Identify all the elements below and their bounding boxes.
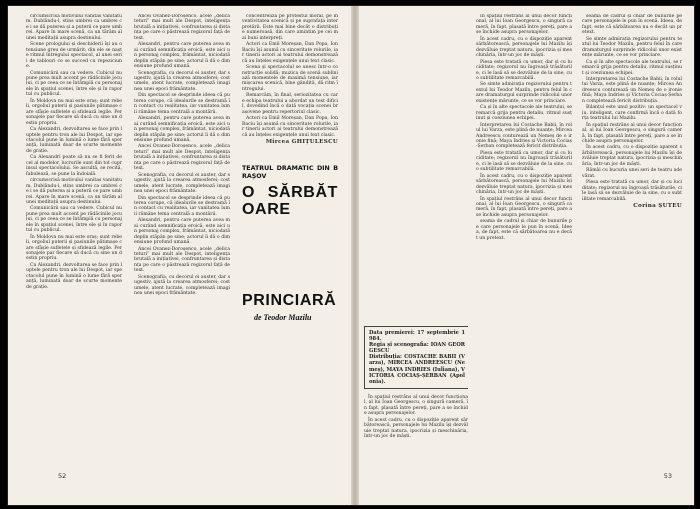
paragraph: Actori ca Emil Moreșan, Dan Popa, Ion Baciu își asumă cu sinceritate rolurile, iar tinerii actori ai teatrului demonstrează că au înțeles exigențele unui text clasic. <box>242 42 338 64</box>
magazine-spread <box>8 6 694 505</box>
paragraph: Piesa este tratată cu umor, dar și cu luciditate; regizorul nu îngroașă trăsăturile, ci le lasă să se dezvăluie de la sine, cu o subtilitate remarcabilă. <box>582 180 682 202</box>
director-credit: Regia și scenografia: IOAN GEORGESCU <box>369 342 465 355</box>
paragraph: În acest cadru, cu o dispoziție aparent sărbătorească, personajele lui Mazilu își dezvăluie treptat natura, ipocrizia și meschinăria, într-un joc de măști. <box>582 145 682 167</box>
left-column-2 <box>134 14 230 488</box>
paragraph: Ca și în alte spectacole ale teatrului, se remarcă grija pentru detaliu, ritmul susținut și coeziunea echipei. <box>582 59 682 76</box>
paragraph: Ca Alexandri poate să nu se fi ferit de cel al modelor, lucrurile sunt din tot cuprinsul spectacolului. Se ascultă, se recită, fabulează, se pune la îndoială. <box>26 155 122 177</box>
article-kicker: TEATRUL DRAMATIC DIN BRAȘOV <box>242 165 338 180</box>
paragraph: În acest cadru, cu o dispoziție aparent sărbătorească, personajele lui Mazilu își dezvăluie treptat natura, ipocrizia și meschinăria, într-un joc de măști. <box>476 36 572 59</box>
paragraph: Alexandri, pentru care puterea avea mai curând semnificația eroică, este aici un personaj complex, frământat, niciodată deplin stăpân pe sine; actorul îi dă o dimensiune profund umană. <box>134 218 230 246</box>
paragraph: seama de cadrul și chiar de bunurile pe care personajele le pun în scenă. Ideea, de fapt, este că sărbătoarea nu e decât un pretext. <box>476 219 572 241</box>
right-column-1 <box>364 14 468 488</box>
paragraph: Ancei Ovanez-Doroșenco, acele „delicateturi” mai mult ale Despot, inteligența brutală a inițiativei, confruntarea și distanța pe care o păstrează regizorul față de text. <box>134 246 230 274</box>
paragraph: Scena și spectacolul se unesc într-o construcție solidă; muzica de scenă subliniază momentele de maximă tensiune, iar mișcarea scenică, bine gândită, dă ritm întregului. <box>242 65 338 92</box>
article-byline: de Teodor Mazilu <box>254 313 312 322</box>
paragraph: Scene prologului și deschiderii își au o tensiune greu de urmărit; din ele se naște ritmul întregului spectacol, al unei serii de tablouri ce se succed cu repeziciune. <box>26 42 122 70</box>
right-page <box>364 14 686 488</box>
page-number-left: 52 <box>58 472 67 480</box>
paragraph: Alexandri, pentru care puterea avea mai curând semnificația eroică, este aici un personaj complex, frământat, niciodată deplin stăpân pe sine; actorul îi dă o dimensiune profund umană. <box>134 116 230 143</box>
paragraph: circumscrisă motivului vanitas vanitatum. Dublându-l, stins umbrei ca umbrei ce i se dă puterea și a puterii ce pare umbrei. Apare în mare scenă, ca un tărâm al unei meditații asupra destinului. <box>26 14 122 41</box>
paragraph: Remarcăm, în final, seriozitatea cu care echipa teatrului a abordat un text dificil, dovedind încă o dată vocația scenei brașovene pentru repertoriul clasic. <box>242 93 338 115</box>
paragraph: seama de cadrul și chiar de bunurile pe care personajele le pun în scenă. Ideea, de fapt, este că sărbătoarea nu e decât un pretext. <box>582 14 682 36</box>
paragraph: Interpretarea lui Costache Babii, în rolul lui Varza, este plină de nuanțe; Mircea Andreescu conturează un Nemeș de o ironie fină; Maya Indries și Victoria Cociaș-Șerban completează fericit distribuția. <box>476 122 572 150</box>
paragraph: Scenografia, cu decorul ei auster, dar sugestiv, ajută la crearea atmosferei; costumele, atent lucrate, completează imaginea unei epoci frământate. <box>134 70 230 92</box>
paragraph: Comunicării sau ca vedere. Cubicul nu pune prea mult accent pe rădăcinile jocului, ci pe ceea ce se întâmplă cu personajele în spațiul scenei, între ele și în raportul cu publicul. <box>26 206 122 234</box>
paragraph: Ancei Ovanez-Doroșenco, acele „delicateturi” mai mult ale Despot, inteligența brutală a inițiativei, confruntarea și distanța pe care o păstrează regizorul față de text. <box>134 14 230 41</box>
paragraph: Scenografia, cu decorul ei auster, dar sugestiv, ajută la crearea atmosferei; costumele, atent lucrate, completează imaginea unei epoci frământate. <box>134 274 230 297</box>
paragraph: Piesa este tratată cu umor, dar și cu luciditate; regizorul nu îngroașă trăsăturile, ci le lasă să se dezvăluie de la sine, cu o subtilitate remarcabilă. <box>476 150 572 173</box>
paragraph: Comunicării sau ca vedere. Cubicul nu pune prea mult accent pe rădăcinile jocului, ci pe ceea ce se întâmplă cu personajele în spațiul scenei, între ele și în raportul cu publicul. <box>26 70 122 98</box>
paragraph: Actori ca Emil Moreșan, Dan Popa, Ion Baciu își asumă cu sinceritate rolurile, iar tinerii actori ai teatrului demonstrează că au înțeles exigențele unui text clasic. <box>242 116 338 138</box>
paragraph: În spațiul restrâns al unui decor funcțional, al lui Ioan Georgescu, o singură cameră, în fapt, plasată între pereți, pare a se închide asupra personajelor. <box>476 196 572 218</box>
paragraph: Ca Alexandri, dezvoltarea se face prin luptele pentru tron ale lui Despot, iar spectacolul pune în lumină o lume fără speranță, luminată doar de scurte momente de grație. <box>26 262 122 290</box>
paragraph: Din spectacol se desprinde ideea că puterea corupe, că idealurile se destramă în contact cu realitatea, iar vanitatea lumii rămâne tema centrală a montării. <box>134 93 230 115</box>
paragraph: Alexandri, pentru care puterea avea mai curând semnificația eroică, este aici un personaj complex, frământat, niciodată deplin stăpân pe sine; actorul îi dă o dimensiune profund umană. <box>134 42 230 70</box>
paragraph: Se simte admirația regizorului pentru textul lui Teodor Mazilu, pentru felul în care dramaturgul surprinde ridicolul unor existențe mărunte, ce se vor princiare. <box>476 82 572 104</box>
paragraph: Ancei Ovanez-Doroșenco, acele „delicateturi” mai mult ale Despot, inteligența brutală a inițiativei, confruntarea și distanța pe care o păstrează regizorul față de text. <box>134 144 230 172</box>
paragraph: concentrează pe protestul moral, pe inventivitatea scenică și pe suprafața interpretării. Este mai bine decât o distribuție numeroasă, din care amintim pe cei mai buni interpreți. <box>242 14 338 41</box>
paragraph: Rămâi cu bucuria unei seri de teatru adevărat. <box>582 168 682 179</box>
premiere-date: Data premierei: 17 septembrie 1984. <box>369 330 465 343</box>
paragraph: În spațiul restrâns al unui decor funcțional, al lui Ioan Georgescu, o singură cameră, în fapt, plasată între pereți, pare a se închide asupra personajelor. <box>476 14 572 36</box>
production-info-box <box>364 326 468 389</box>
paragraph: Scenografia, cu decorul ei auster, dar sugestiv, ajută la crearea atmosferei; costumele, atent lucrate, completează imaginea unei epoci frământate. <box>134 172 230 195</box>
paragraph: Ca Alexandri, dezvoltarea se face prin luptele pentru tron ale lui Despot, iar spectacolul pune în lumină o lume fără speranță, luminată doar de scurte momente de grație. <box>26 127 122 154</box>
paragraph: În acest cadru, cu o dispoziție aparent sărbătorească, personajele lui Mazilu își dezvăluie treptat natura, ipocrizia și meschinăria, într-un joc de măști. <box>364 417 468 440</box>
paragraph: Din spectacol se desprinde ideea că puterea corupe, că idealurile se destramă în contact cu realitatea, iar vanitatea lumii rămâne tema centrală a montării. <box>134 195 230 217</box>
left-page <box>22 14 344 488</box>
article-headline-line1: O SĂRBĂTOARE <box>242 183 338 218</box>
right-column-2 <box>476 14 572 488</box>
page-gutter <box>351 6 359 505</box>
paragraph: Se simte admirația regizorului pentru textul lui Teodor Mazilu, pentru felul în care dramaturgul surprinde ridicolul unor existențe mărunte, ce se vor princiare. <box>582 36 682 59</box>
left-signature: Mircea GHIȚULESCU <box>265 138 338 145</box>
paragraph: Ca și în alte spectacole ale teatrului, se remarcă grija pentru detaliu, ritmul susținut și coeziunea echipei. <box>476 105 572 122</box>
paragraph: În Moldova nu mai este oraș; sunt rebeli, orgoliul puterii și pasiunile pătimașe care sfâșie sufletele și sfidează legile. Personajele par fiecare să ducă cu sine un destin propriu. <box>26 234 122 262</box>
page-number-right: 53 <box>663 472 672 480</box>
paragraph: Piesa este tratată cu umor, dar și cu luciditate; regizorul nu îngroașă trăsăturile, ci le lasă să se dezvăluie de la sine, cu o subtilitate remarcabilă. <box>476 59 572 81</box>
paragraph: În acest cadru, cu o dispoziție aparent sărbătorească, personajele lui Mazilu își dezvăluie treptat natura, ipocrizia și meschinăria, într-un joc de măști. <box>476 173 572 196</box>
paragraph: Interpretarea lui Costache Babii, în rolul lui Varza, este plină de nuanțe; Mircea Andreescu conturează un Nemeș de o ironie fină; Maya Indries și Victoria Cociaș-Șerban completează fericit distribuția. <box>582 76 682 104</box>
article-headline-line2: PRINCIARĂ <box>242 292 337 309</box>
left-column-3 <box>242 14 338 488</box>
paragraph: În Moldova nu mai este oraș; sunt rebeli, orgoliul puterii și pasiunile pătimașe care sfâșie sufletele și sfidează legile. Personajele par fiecare să ducă cu sine un destin propriu. <box>26 98 122 126</box>
right-column-3 <box>582 14 682 488</box>
paragraph: În spațiul restrâns al unui decor funcțional, al lui Ioan Georgescu, o singură cameră, în fapt, plasată între pereți, pare a se închide asupra personajelor. <box>582 122 682 144</box>
paragraph: circumscrisă motivului vanitas vanitatum. Dublându-l, stins umbrei ca umbrei ce i se dă puterea și a puterii ce pare umbrei. Apare în mare scenă, ca un tărâm al unei meditații asupra destinului. <box>26 178 122 205</box>
paragraph: Bilanțul este unul pozitiv: un spectacol viu, inteligent, care confirmă încă o dată forța teatrului lui Mazilu. <box>582 105 682 122</box>
right-signature: Corina ȘUTEU <box>633 202 682 209</box>
paragraph: În spațiul restrâns al unui decor funcțional, al lui Ioan Georgescu, o singură cameră, în fapt, plasată între pereți, pare a se închide asupra personajelor. <box>364 394 468 417</box>
cast-credits: Distribuția: COSTACHE BABII (Varza), MIRCEA ANDREESCU (Nemeș), MAYA INDRIES (Iuliana), VICTORIA COCIAȘ-ȘERBAN (Apolonia). <box>369 354 465 385</box>
left-column-1 <box>26 14 122 488</box>
